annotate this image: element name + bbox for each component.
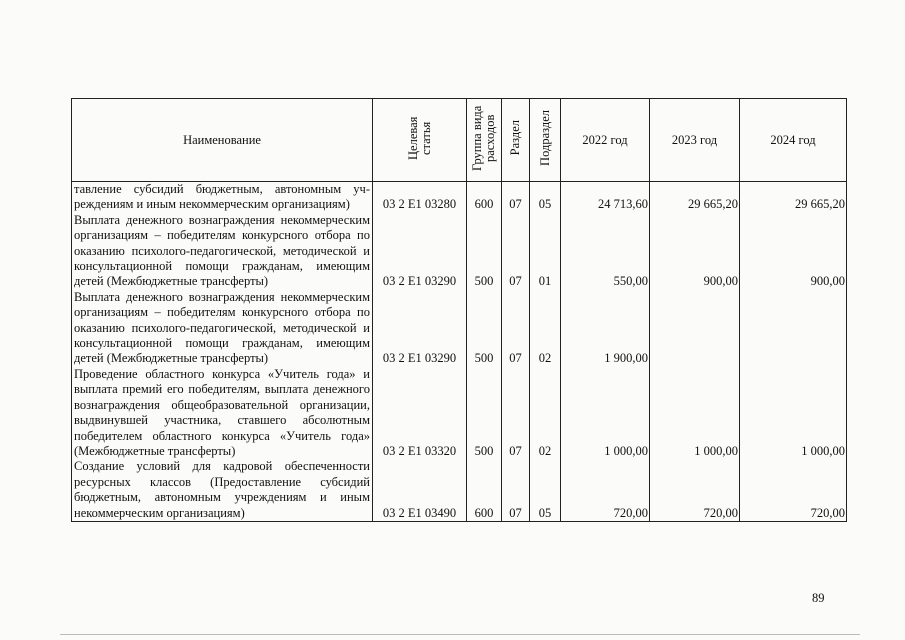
row-target-article: 03 2 E1 03490	[373, 459, 467, 521]
row-name: Выплата денежного вознаграждения некоммерческим организациям – победителям конкурсного отбора по оказанию психолого-педагогической, методической и консультационной помощи гражданам, имеющим детей (Межбюджетные трансферты)	[72, 213, 373, 290]
header-year-2022: 2022 год	[561, 99, 650, 182]
row-expense-group: 500	[467, 367, 502, 459]
row-subsection: 02	[530, 290, 561, 367]
row-target-article: 03 2 E1 03320	[373, 367, 467, 459]
row-amount-2024: 29 665,20	[740, 182, 847, 213]
table-row	[72, 459, 847, 521]
header-expense-group: Группа вида расходов	[467, 99, 502, 182]
row-amount-2024: 720,00	[740, 459, 847, 521]
row-amount-2023: 720,00	[650, 459, 740, 521]
row-expense-group: 500	[467, 213, 502, 290]
page-edge-line	[60, 634, 860, 635]
row-expense-group: 500	[467, 290, 502, 367]
row-section: 07	[502, 290, 530, 367]
row-amount-2023: 1 000,00	[650, 367, 740, 459]
row-name: тавление субсидий бюджетным, автономным учреждениям и иным некоммерческим организациям)	[72, 182, 373, 213]
row-subsection: 01	[530, 213, 561, 290]
row-section: 07	[502, 182, 530, 213]
row-target-article: 03 2 E1 03290	[373, 290, 467, 367]
row-name: Проведение областного конкурса «Учитель года» и выплата премий его победителям, выплата денежного вознаграждения общеобразовательной организации, выдвинувшей участника, ставшего абсолютным победителем областного конкурса «Учитель года» (Межбюджетные трансферты)	[72, 367, 373, 459]
header-subsection: Подраздел	[530, 99, 561, 182]
row-subsection: 05	[530, 182, 561, 213]
header-year-2023: 2023 год	[650, 99, 740, 182]
row-amount-2022: 24 713,60	[561, 182, 650, 213]
table-row	[72, 367, 847, 459]
row-section: 07	[502, 459, 530, 521]
row-amount-2022: 1 900,00	[561, 290, 650, 367]
row-amount-2022: 1 000,00	[561, 367, 650, 459]
header-year-2024: 2024 год	[740, 99, 847, 182]
row-amount-2022: 720,00	[561, 459, 650, 521]
row-expense-group: 600	[467, 182, 502, 213]
header-section: Раздел	[502, 99, 530, 182]
row-amount-2024	[740, 290, 847, 367]
row-target-article: 03 2 E1 03290	[373, 213, 467, 290]
table-row	[72, 290, 847, 367]
header-target-article: Целевая статья	[373, 99, 467, 182]
row-amount-2023	[650, 290, 740, 367]
header-row	[72, 99, 847, 182]
row-subsection: 02	[530, 367, 561, 459]
row-target-article: 03 2 E1 03280	[373, 182, 467, 213]
row-amount-2024: 1 000,00	[740, 367, 847, 459]
row-amount-2022: 550,00	[561, 213, 650, 290]
table-row	[72, 182, 847, 213]
row-name: Создание условий для кадровой обеспеченности ресурсных классов (Предоставление субсидий бюджетным, автономным учреждениям и иным некоммерческим организациям)	[72, 459, 373, 521]
row-name: Выплата денежного вознаграждения некоммерческим организациям – победителям конкурсного отбора по оказанию психолого-педагогической, методической и консультационной помощи гражданам, имеющим детей (Межбюджетные трансферты)	[72, 290, 373, 367]
row-amount-2024: 900,00	[740, 213, 847, 290]
row-subsection: 05	[530, 459, 561, 521]
table-row	[72, 213, 847, 290]
budget-table	[71, 98, 847, 522]
row-section: 07	[502, 367, 530, 459]
row-section: 07	[502, 213, 530, 290]
row-amount-2023: 900,00	[650, 213, 740, 290]
header-name: Наименование	[72, 99, 373, 182]
row-expense-group: 600	[467, 459, 502, 521]
page-number: 89	[812, 591, 825, 605]
row-amount-2023: 29 665,20	[650, 182, 740, 213]
